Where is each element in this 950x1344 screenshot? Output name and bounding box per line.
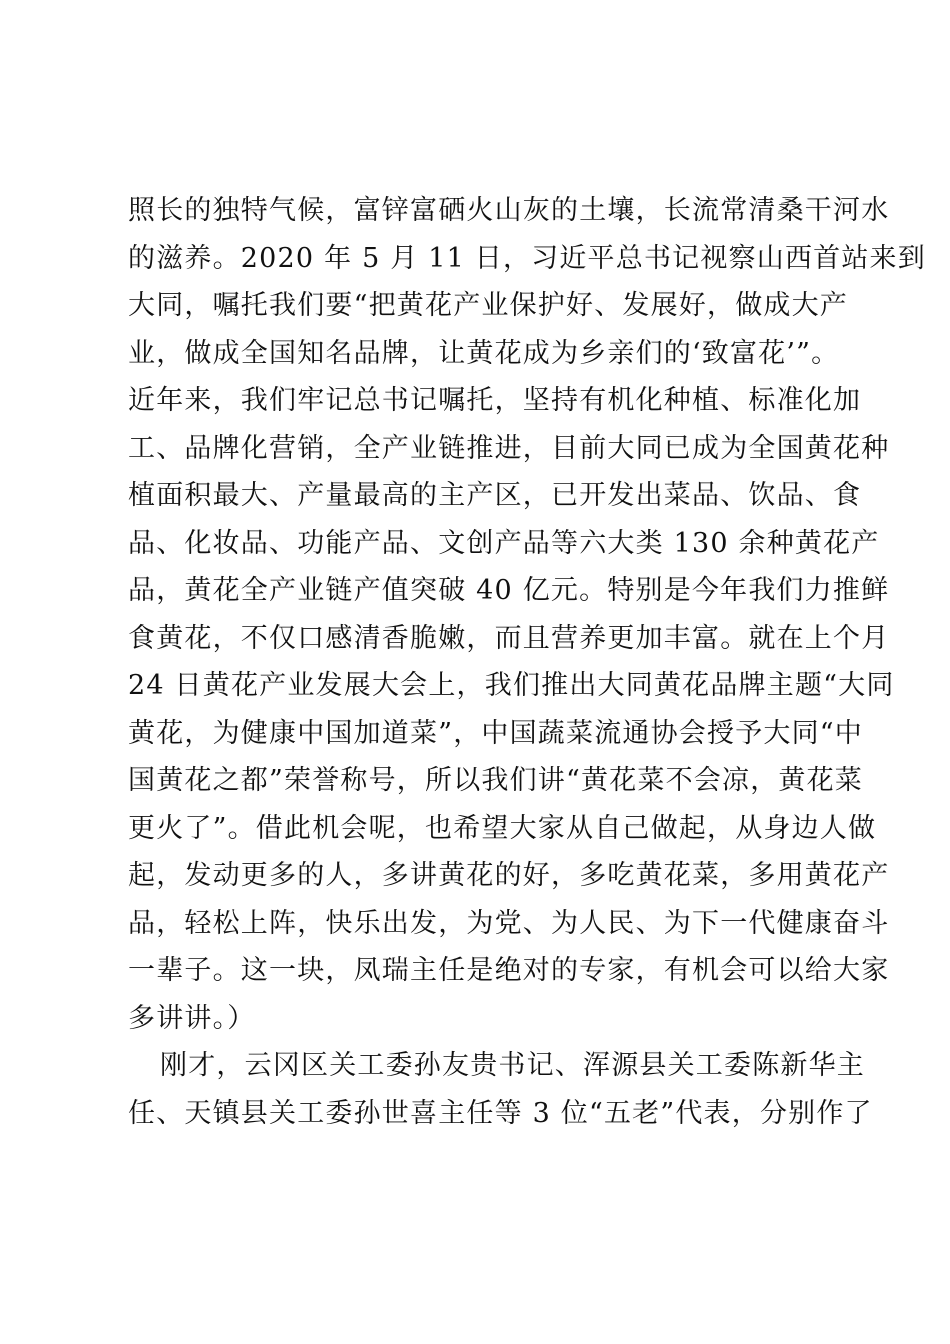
text-line: 近年来，我们牢记总书记嘱托，坚持有机化种植、标准化加 [128, 385, 862, 416]
paragraph-start-line: 刚才，云冈区关工委孙友贵书记、浑源县关工委陈新华主 [160, 1050, 865, 1081]
text-line: 的滋养。2020 年 5 月 11 日，习近平总书记视察山西首站来到 [128, 242, 926, 274]
text-line: 食黄花，不仅口感清香脆嫩，而且营养更加丰富。就在上个月 [128, 622, 890, 654]
text-line: 多讲讲。） [128, 1002, 256, 1034]
text-line: 植面积最大、产量最高的主产区，已开发出菜品、饮品、食 [128, 480, 862, 511]
text-line: 照长的独特气候，富锌富硒火山灰的土壤，长流常清桑干河水 [128, 195, 890, 226]
text-line: 品，黄花全产业链产值突破 40 亿元。特别是今年我们力推鲜 [128, 575, 890, 606]
text-line: 一辈子。这一块，凤瑞主任是绝对的专家，有机会可以给大家 [128, 955, 890, 986]
text-line: 工、品牌化营销，全产业链推进，目前大同已成为全国黄花种 [128, 432, 890, 464]
text-line: 黄花，为健康中国加道菜”，中国蔬菜流通协会授予大同“中 [128, 717, 864, 749]
text-line: 品、化妆品、功能产品、文创产品等六大类 130 余种黄花产 [128, 527, 880, 559]
text-line: 业，做成全国知名品牌，让黄花成为乡亲们的‘致富花’”。 [128, 337, 840, 369]
text-line: 大同，嘱托我们要“把黄花产业保护好、发展好，做成大产 [128, 290, 849, 321]
text-line: 品，轻松上阵，快乐出发，为党、为人民、为下一代健康奋斗 [128, 907, 890, 939]
body-text [128, 187, 926, 1137]
text-line: 起，发动更多的人，多讲黄花的好，多吃黄花菜，多用黄花产 [128, 860, 890, 891]
text-line: 24 日黄花产业发展大会上，我们推出大同黄花品牌主题“大同 [128, 670, 895, 701]
text-line: 国黄花之都”荣誉称号，所以我们讲“黄花菜不会凉，黄花菜 [128, 765, 864, 796]
text-line: 任、天镇县关工委孙世喜主任等 3 位“五老”代表，分别作了 [128, 1097, 873, 1129]
text-line: 更火了”。借此机会呢，也希望大家从自己做起，从身边人做 [128, 812, 877, 844]
